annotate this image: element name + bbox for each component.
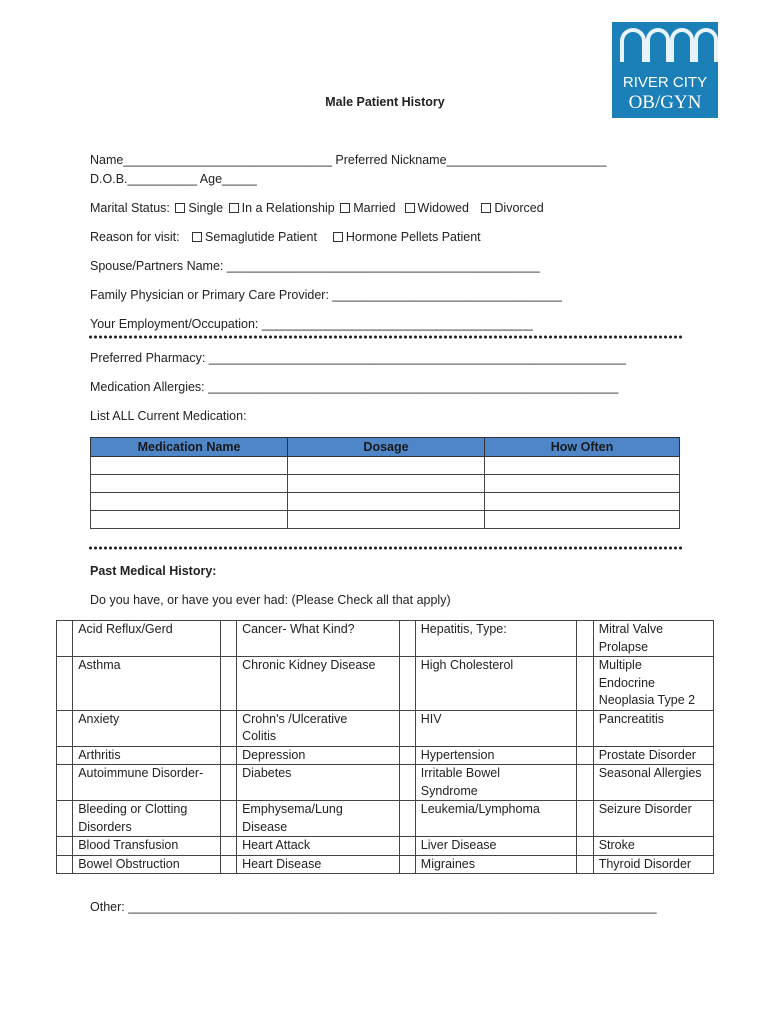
other-field[interactable]: Other: ____________________________________________________________________________: [90, 900, 657, 914]
table-cell[interactable]: [288, 511, 485, 529]
checkbox[interactable]: [340, 203, 350, 213]
past-medical-history-heading: Past Medical History:: [90, 564, 217, 578]
checkbox[interactable]: [229, 203, 239, 213]
table-cell[interactable]: [288, 475, 485, 493]
condition-label: Leukemia/Lymphoma: [415, 801, 577, 837]
table-row: [91, 493, 680, 511]
condition-label: Hypertension: [415, 746, 577, 765]
bridge-arch-shape: [670, 28, 694, 62]
bridge-arch-shape: [646, 28, 670, 62]
condition-label: Prostate Disorder: [593, 746, 713, 765]
bridge-arch-shape: [694, 28, 718, 62]
checkbox-cell[interactable]: [220, 837, 236, 856]
table-cell[interactable]: [485, 493, 680, 511]
table-row: [57, 746, 714, 765]
checkbox[interactable]: [481, 203, 491, 213]
spouse-name-field[interactable]: Spouse/Partners Name: _____________________________________________: [90, 259, 540, 273]
dotted-divider: [88, 335, 682, 339]
condition-label: Emphysema/Lung Disease: [237, 801, 399, 837]
condition-label: Heart Attack: [237, 837, 399, 856]
condition-label: Cancer- What Kind?: [237, 621, 399, 657]
condition-label: Depression: [237, 746, 399, 765]
checkbox-cell[interactable]: [577, 621, 593, 657]
checkbox-cell[interactable]: [577, 855, 593, 874]
table-cell[interactable]: [91, 457, 288, 475]
marital-status-row: [90, 201, 544, 215]
table-row: [57, 657, 714, 711]
condition-label: Anxiety: [73, 710, 221, 746]
checkbox-cell[interactable]: [577, 765, 593, 801]
reason-for-visit-row: [90, 230, 481, 244]
condition-label: Blood Transfusion: [73, 837, 221, 856]
table-cell[interactable]: [485, 457, 680, 475]
checkbox-cell[interactable]: [399, 765, 415, 801]
option-label: Single: [188, 201, 224, 215]
reason-label: Reason for visit:: [90, 230, 180, 244]
marital-status-label: Marital Status:: [90, 201, 170, 215]
column-header: Dosage: [288, 438, 485, 457]
table-cell[interactable]: [91, 493, 288, 511]
table-row: [57, 765, 714, 801]
checkbox-cell[interactable]: [220, 801, 236, 837]
checkbox-cell[interactable]: [220, 621, 236, 657]
checkbox-cell[interactable]: [220, 746, 236, 765]
checkbox-cell[interactable]: [220, 855, 236, 874]
checkbox-cell[interactable]: [57, 837, 73, 856]
list-medication-label: List ALL Current Medication:: [90, 409, 247, 423]
condition-label: Migraines: [415, 855, 577, 874]
option-label: In a Relationship: [241, 201, 335, 215]
history-question: Do you have, or have you ever had: (Please Check all that apply): [90, 593, 451, 607]
option-label: Hormone Pellets Patient: [345, 230, 481, 244]
checkbox-cell[interactable]: [57, 657, 73, 711]
option-label: Married: [353, 201, 396, 215]
checkbox[interactable]: [405, 203, 415, 213]
condition-label: Seizure Disorder: [593, 801, 713, 837]
condition-label: Mitral Valve Prolapse: [593, 621, 713, 657]
checkbox[interactable]: [175, 203, 185, 213]
checkbox[interactable]: [333, 232, 343, 242]
table-row: [91, 475, 680, 493]
checkbox-cell[interactable]: [577, 710, 593, 746]
checkbox-cell[interactable]: [577, 837, 593, 856]
checkbox-cell[interactable]: [57, 765, 73, 801]
condition-label: HIV: [415, 710, 577, 746]
checkbox-cell[interactable]: [399, 746, 415, 765]
table-cell[interactable]: [288, 493, 485, 511]
name-nickname-field[interactable]: Name______________________________ Preferred Nickname_______________________: [90, 153, 607, 167]
medication-table: [90, 437, 680, 529]
medical-history-table: [56, 620, 714, 874]
pharmacy-field[interactable]: Preferred Pharmacy: ____________________________________________________________: [90, 351, 626, 365]
checkbox-cell[interactable]: [57, 710, 73, 746]
checkbox-cell[interactable]: [57, 621, 73, 657]
condition-label: Crohn's /Ulcerative Colitis: [237, 710, 399, 746]
condition-label: Acid Reflux/Gerd: [73, 621, 221, 657]
checkbox-cell[interactable]: [57, 855, 73, 874]
option-label: Semaglutide Patient: [205, 230, 317, 244]
checkbox-cell[interactable]: [399, 621, 415, 657]
table-cell[interactable]: [91, 475, 288, 493]
condition-label: Arthritis: [73, 746, 221, 765]
allergies-field[interactable]: Medication Allergies: ___________________________________________________________: [90, 380, 619, 394]
table-row: [57, 855, 714, 874]
checkbox-cell[interactable]: [399, 855, 415, 874]
condition-label: Diabetes: [237, 765, 399, 801]
logo-line-2: OB/GYN: [628, 92, 702, 113]
employment-field[interactable]: Your Employment/Occupation: _______________________________________: [90, 317, 533, 331]
checkbox-cell[interactable]: [577, 746, 593, 765]
option-label: Widowed: [417, 201, 469, 215]
condition-label: Multiple Endocrine Neoplasia Type 2: [593, 657, 713, 711]
condition-label: Thyroid Disorder: [593, 855, 713, 874]
condition-label: Asthma: [73, 657, 221, 711]
table-row: [91, 511, 680, 529]
condition-label: Hepatitis, Type:: [415, 621, 577, 657]
table-header-row: [91, 438, 680, 457]
checkbox-cell[interactable]: [577, 801, 593, 837]
condition-label: Bowel Obstruction: [73, 855, 221, 874]
checkbox-cell[interactable]: [57, 801, 73, 837]
table-cell[interactable]: [485, 511, 680, 529]
column-header: Medication Name: [91, 438, 288, 457]
table-row: [57, 801, 714, 837]
table-cell[interactable]: [91, 511, 288, 529]
dob-age-field[interactable]: D.O.B.__________ Age_____: [90, 172, 257, 186]
checkbox-cell[interactable]: [220, 765, 236, 801]
table-row: [57, 837, 714, 856]
condition-label: Pancreatitis: [593, 710, 713, 746]
checkbox-cell[interactable]: [399, 710, 415, 746]
column-header: How Often: [485, 438, 680, 457]
checkbox-cell[interactable]: [399, 801, 415, 837]
checkbox-cell[interactable]: [399, 657, 415, 711]
dotted-divider: [88, 546, 682, 550]
table-cell[interactable]: [485, 475, 680, 493]
condition-label: High Cholesterol: [415, 657, 577, 711]
bridge-arch-shape: [620, 28, 646, 62]
checkbox-cell[interactable]: [220, 710, 236, 746]
condition-label: Stroke: [593, 837, 713, 856]
condition-label: Chronic Kidney Disease: [237, 657, 399, 711]
table-row: [57, 621, 714, 657]
logo-line-1: RIVER CITY: [622, 74, 708, 91]
checkbox-cell[interactable]: [577, 657, 593, 711]
condition-label: Irritable Bowel Syndrome: [415, 765, 577, 801]
condition-label: Autoimmune Disorder-: [73, 765, 221, 801]
condition-label: Heart Disease: [237, 855, 399, 874]
condition-label: Liver Disease: [415, 837, 577, 856]
condition-label: Seasonal Allergies: [593, 765, 713, 801]
table-row: [91, 457, 680, 475]
option-label: Divorced: [494, 201, 544, 215]
condition-label: Bleeding or Clotting Disorders: [73, 801, 221, 837]
page-title: Male Patient History: [325, 95, 445, 109]
checkbox-cell[interactable]: [220, 657, 236, 711]
table-row: [57, 710, 714, 746]
checkbox[interactable]: [192, 232, 202, 242]
table-cell[interactable]: [288, 457, 485, 475]
checkbox-cell[interactable]: [399, 837, 415, 856]
physician-field[interactable]: Family Physician or Primary Care Provider: _________________________________: [90, 288, 562, 302]
checkbox-cell[interactable]: [57, 746, 73, 765]
